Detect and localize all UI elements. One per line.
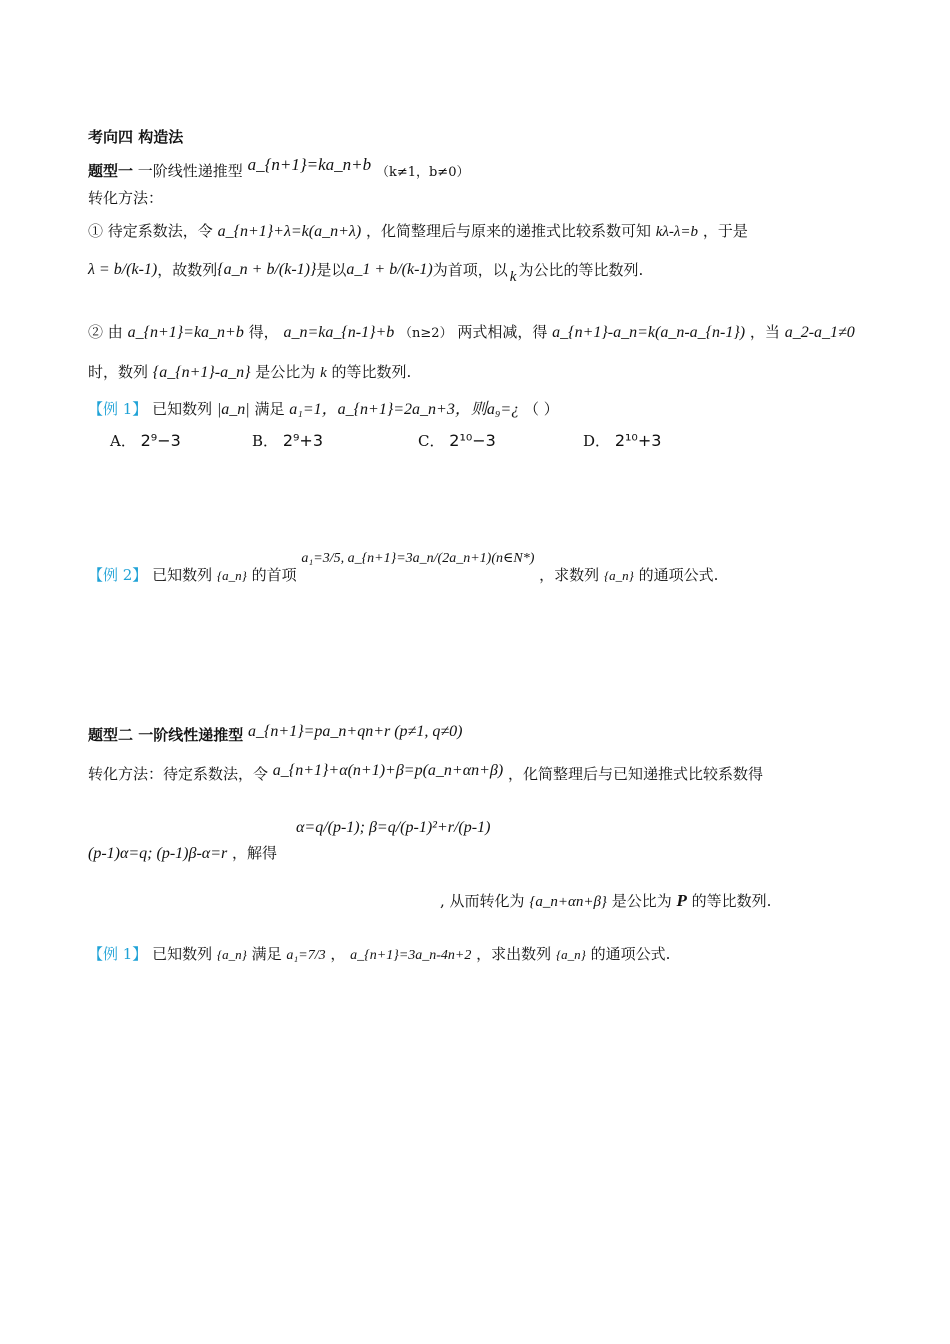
type2-conv-end: 是公比为	[611, 892, 672, 910]
option-d-letter: D．	[583, 432, 611, 450]
option-a[interactable]	[110, 430, 181, 451]
example2-tag: 【例 2】	[88, 566, 148, 584]
ex3-f1: a₁=7/3	[286, 948, 326, 963]
ex3-comma: ，	[330, 945, 346, 963]
type1-condition: （k≠1，b≠0）	[375, 165, 470, 180]
option-c-letter: C．	[418, 432, 445, 450]
m1-ratio: k	[509, 269, 517, 285]
example3-line	[88, 943, 670, 964]
type2-conv-p: P	[676, 891, 687, 910]
type2-system: (p-1)α=q; (p-1)β-α=r	[88, 845, 228, 862]
example2-line	[88, 551, 719, 585]
m2-f4: a_2-a_1≠0	[784, 324, 855, 341]
m1-end: ，于是	[702, 222, 748, 240]
method1-line2	[88, 259, 644, 285]
m1-is: 是以	[316, 261, 347, 279]
option-a-value: 2⁹−3	[140, 431, 181, 450]
option-b-letter: B．	[252, 432, 279, 450]
type2-m-formula: a_{n+1}+α(n+1)+β=p(a_n+αn+β)	[272, 762, 504, 779]
type2-formula: a_{n+1}=pa_n+qn+r (p≠1, q≠0)	[248, 723, 463, 740]
ex3-text-c: ，求出数列	[476, 945, 552, 963]
type2-solution	[296, 818, 490, 837]
m2-k: k	[320, 365, 327, 381]
m1-start: ① 待定系数法，令	[88, 222, 213, 240]
m2-de: 得，	[248, 323, 279, 341]
m2-f3: a_{n+1}-a_n=k(a_n-a_{n-1})	[552, 324, 746, 341]
m1-mid: ，化简整理后与原来的递推式比较系数可知	[365, 222, 651, 240]
type1-method-title: 转化方法：	[88, 189, 164, 207]
m2-f2: a_n=ka_{n-1}+b	[283, 324, 395, 341]
option-c-value: 2¹⁰−3	[449, 431, 496, 450]
m2-sub: 两式相减，得	[457, 323, 548, 341]
ex2-seq: {a_n}	[216, 568, 247, 583]
option-d-value: 2¹⁰+3	[614, 431, 662, 450]
type2-solution-text: α=q/(p-1); β=q/(p-1)²+r/(p-1)	[296, 819, 491, 836]
type1-formula: a_{n+1}=ka_n+b	[247, 155, 372, 174]
example1-tag: 【例 1】	[88, 400, 148, 418]
ex3-text-b: 满足	[251, 945, 282, 963]
option-d[interactable]	[583, 430, 661, 451]
m1-lambda: λ = b/(k-1)	[88, 260, 158, 278]
ex1-paren: （ ）	[523, 400, 559, 418]
m1-first: a_1 + b/(k-1)	[346, 260, 433, 278]
m2-seq: {a_{n+1}-a_n}	[152, 364, 251, 381]
option-b[interactable]	[252, 430, 323, 451]
section-title: 考向四 构造法	[88, 128, 184, 146]
ex2-formula: a₁=3/5, a_{n+1}=3a_n/(2a_n+1)(n∈N*)	[301, 551, 535, 566]
type2-method: 转化方法：待定系数法，令	[88, 765, 269, 783]
type1-header	[88, 155, 470, 181]
m1-seq-text: ，故数列	[157, 261, 218, 279]
ex1-cond: a₁=1，a_{n+1}=2a_n+3，则a₉=¿	[289, 401, 520, 418]
ex3-f2: a_{n+1}=3a_n-4n+2	[350, 948, 472, 963]
m2-cond: （n≥2）	[399, 326, 453, 341]
ex2-text-c: ，求数列	[539, 566, 600, 584]
type2-method-line	[88, 763, 763, 784]
method2-line1	[88, 321, 855, 342]
type2-conv-end2: 的等比数列.	[691, 892, 772, 910]
ex2-text-b: 的首项	[251, 566, 297, 584]
type2-conv: , 从而转化为	[440, 892, 525, 910]
ex1-seq: |a_n|	[216, 401, 250, 418]
ex1-text-a: 已知数列	[152, 400, 213, 418]
m1-first-text: 为首项，以	[432, 261, 508, 279]
option-b-value: 2⁹+3	[282, 431, 323, 450]
type2-system-line	[88, 842, 277, 863]
ex1-text-b: 满足	[254, 400, 285, 418]
m2-f1: a_{n+1}=ka_n+b	[127, 324, 244, 341]
option-c[interactable]	[418, 430, 496, 451]
ex2-text-a: 已知数列	[152, 566, 213, 584]
ex3-text-d: 的通项公式.	[590, 945, 671, 963]
type1-label-rest: 一阶线性递推型	[137, 162, 243, 180]
m2-end: 是公比为	[255, 363, 316, 381]
ex3-seq: {a_n}	[216, 947, 247, 962]
type2-solve: ，解得	[232, 844, 278, 862]
m2-start: ② 由	[88, 323, 123, 341]
method2-line2	[88, 361, 411, 382]
method1-line1	[88, 220, 748, 241]
type2-m-end: ，化简整理后与已知递推式比较系数得	[508, 765, 764, 783]
type2-conv-seq: {a_n+αn+β}	[529, 894, 607, 910]
option-a-letter: A．	[110, 432, 136, 450]
m1-formula: a_{n+1}+λ=k(a_n+λ)	[217, 223, 362, 240]
type2-conv-line	[440, 890, 771, 911]
example3-tag: 【例 1】	[88, 945, 148, 963]
ex2-text-d: 的通项公式.	[638, 566, 719, 584]
m2-when: ，当	[749, 323, 780, 341]
m2-end2: 的等比数列.	[331, 363, 412, 381]
type2-header	[88, 724, 462, 745]
m1-rel: kλ-λ=b	[655, 224, 699, 240]
m1-seq: {a_n + b/(k-1)}	[217, 260, 317, 278]
type2-label: 题型二 一阶线性递推型	[88, 726, 244, 744]
type1-label: 题型一	[88, 162, 134, 180]
example1-line	[88, 396, 559, 419]
m2-shi: 时，数列	[88, 363, 149, 381]
ex3-text-a: 已知数列	[152, 945, 213, 963]
ex3-seq2: {a_n}	[555, 947, 586, 962]
m1-ratio-text: 为公比的等比数列.	[518, 261, 644, 279]
ex2-seq2: {a_n}	[603, 568, 634, 583]
